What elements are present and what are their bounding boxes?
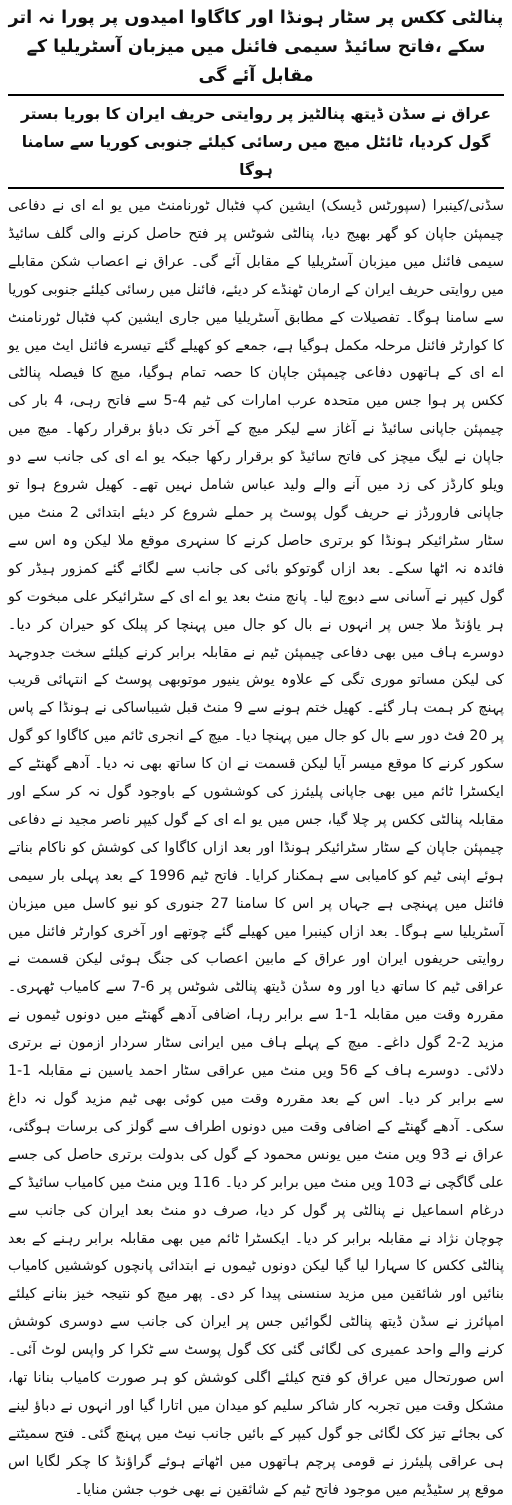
headline-divider: [8, 94, 504, 96]
article-headline: پنالٹی ککس پر سٹار ہونڈا اور کاگاوا امیدوں پر پورا نہ اتر سکے ،فاتح سائیڈ سیمی فائنل میں میزبان آسٹریلیا کے مقابل آئے گی: [8, 8, 504, 86]
article-body: سڈنی/کینبرا (سپورٹس ڈیسک) ایشین کپ فٹبال ٹورنامنٹ میں یو اے ای نے دفاعی چیمپئن جاپان کو گھر بھیج دیا، پنالٹی شوٹس پر فتح حاصل کرنے والی گلف سائیڈ سیمی فائنل میں میزبان آسٹریلیا کے مقابل آئے گی۔ عراق نے اعصاب شکن مقابلے میں روایتی حریف ایران کے ارمان ٹھنڈے کر دیئے، فائنل میں رسائی کیلئے جنوبی کوریا سے سامنا ہوگا۔ تفصیلات کے مطابق آسٹریلیا میں جاری ایشین کپ فٹبال ٹورنامنٹ کا کوارٹر فائنل مرحلہ مکمل ہوگیا ہے، جمعے کو کھیلے گئے تیسرے فائنل ایٹ میں یو اے ای کے ہاتھوں دفاعی چیمپئن جاپان کا حصہ تمام ہوگیا، میچ کا فیصلہ پنالٹی ککس پر ہوا جس میں متحدہ عرب امارات کی ٹیم 4-5 سے فاتح رہی، 4 بار کی چیمپئن جاپانی سائیڈ نے آغاز سے لیکر میچ کے آخر تک دباؤ برقرار رکھا۔ میچ میں جاپان نے لیگ میچز کی فاتح سائیڈ کو برقرار رکھا جبکہ یو اے ای کی جانب سے دو ویلو کارڈز کی زد میں آنے والے ولید عباس شامل نہیں تھے۔ کھیل شروع ہوا تو جاپانی فارورڈز نے حریف گول پوسٹ پر حملے شروع کر دیئے ابتدائی 2 منٹ میں سٹار سٹرائیکر ہونڈا کو برتری حاصل کرنے کا سنہری موقع ملا لیکن وہ اس سے فائدہ نہ اٹھا سکے۔ بعد ازاں گوتوکو بائی کی جانب سے لگائے گئے کمزور ہیڈر کو گول کیپر نے آسانی سے دبوچ لیا۔ پانچ منٹ بعد یو اے ای کے سٹرائیکر علی مبخوت کو ہر یاؤنڈ ملا جس پر انہوں نے بال کو جال میں پہنچا کر پبلک کو حیران کر دیا۔ دوسرے ہاف میں بھی دفاعی چیمپئن ٹیم نے مقابلہ برابر کرنے کیلئے سخت جدوجہد کی لیکن مساتو موری تگی کے علاوہ یوش ینیور موتوبھی پوسٹ کے انتہائی قریب پہنچ کر ہمت ہار گئے۔ کھیل ختم ہونے سے 9 منٹ قبل شیباساکی نے ہونڈا کے پاس پر 20 فٹ دور سے بال کو جال میں پہنچا دیا۔ میچ کے انجری ٹائم میں کاگاوا کو گول سکور کرنے کا موقع میسر آیا لیکن قسمت نے ان کا ساتھ بھی نہ دیا۔ آدھے گھنٹے کے ایکسٹرا ٹائم میں بھی جاپانی پلیئرز کی کوششوں کے باوجود گول نہ کر سکے اور مقابلہ پنالٹی ککس پر چلا گیا، جس میں یو اے ای کے گول کیپر ناصر مجید نے دفاعی چیمپئن جاپان کے سٹار سٹرائیکر ہونڈا اور بعد ازاں کاگاوا کی کوشش کو ناکام بناتے ہوئے اپنی ٹیم کو کامیابی سے ہمکنار کرایا۔ فاتح ٹیم 1996 کے بعد پہلی بار سیمی فائنل میں پہنچی ہے جہاں پر اس کا سامنا 27 جنوری کو نیو کاسل میں میزبان آسٹریلیا سے ہوگا۔ بعد ازاں کینبرا میں کھیلے گئے چوتھے اور آخری کوارٹر فائنل میں روایتی حریفوں ایران اور عراق کے مابین اعصاب کی جنگ ہوئی لیکن قسمت نے عراقی ٹیم کا ساتھ دیا اور وہ سڈن ڈیتھ پنالٹی شوٹس پر 6-7 سے کامیاب ٹھہری۔ مقررہ وقت میں مقابلہ 1-1 سے برابر رہا، اضافی آدھے گھنٹے میں دونوں ٹیموں نے مزید 2-2 گول داغے۔ میچ کے پہلے ہاف میں ایرانی سٹار سردار ازمون نے برتری دلائی۔ دوسرے ہاف کے 56 ویں منٹ میں عراقی سٹار احمد یاسین نے مقابلہ 1-1 سے برابر کر دیا۔ اس کے بعد مقررہ وقت میں کوئی بھی ٹیم مزید گول نہ داغ سکی۔ آدھے گھنٹے کے اضافی وقت میں دونوں اطراف سے گولز کی برسات ہوگئی، عراق نے 93 ویں منٹ میں یونس محمود کے گول کی بدولت برتری حاصل کی جسے علی گاگچی نے 103 ویں منٹ میں برابر کر دیا۔ 116 ویں منٹ میں کامیاب سائیڈ کے درغام اسماعیل نے پنالٹی پر گول کر دیا، صرف دو منٹ بعد ایران کی جانب سے چوچان نژاد نے مقابلہ برابر کر دیا۔ ایکسٹرا ٹائم میں بھی مقابلہ برابر رہنے کے بعد پنالٹی ککس کا سہارا لیا گیا لیکن دونوں ٹیموں نے ابتدائی پانچوں کوششیں کامیاب بنائیں اور شائقین میں مزید سنسنی پیدا کر دی۔ پھر میچ کو نتیجہ خیز بنانے کیلئے امپائرز نے سڈن ڈیتھ پنالٹی لگوائیں جس پر ایران کی جانب سے دوسری کوشش کرنے والے واحد عمیری کی لگائی گئی کک گول پوسٹ سے ٹکرا کر واپس لوٹ آئی۔ اس صورتحال میں عراق کو فتح کیلئے اگلی کوشش کو ہر صورت کامیاب بنانا تھا، مشکل وقت میں تجربہ کار شاکر سلیم کو میدان میں اتارا گیا اور انہوں نے دباؤ لینے کی بجائے تیز کک لگائی جو گول کیپر کے بائیں جانب نیٹ میں پہنچ گئی۔ فتح سمیٹتے ہی عراقی پلیئرز نے قومی پرچم ہاتھوں میں اٹھاتے ہوئے گراؤنڈ کا چکر لگایا اس موقع پر سٹیڈیم میں موجود فاتح ٹیم کے شائقین نے بھی خوب جشن منایا۔: [8, 198, 504, 1498]
article-subheadline: عراق نے سڈن ڈیتھ پنالٹیز پر روایتی حریف ایران کا بوریا بستر گول کردیا، ٹائٹل میچ میں رسائی کیلئے جنوبی کوریا سے سامنا ہوگا: [21, 105, 491, 179]
subheadline-divider: [8, 187, 504, 189]
